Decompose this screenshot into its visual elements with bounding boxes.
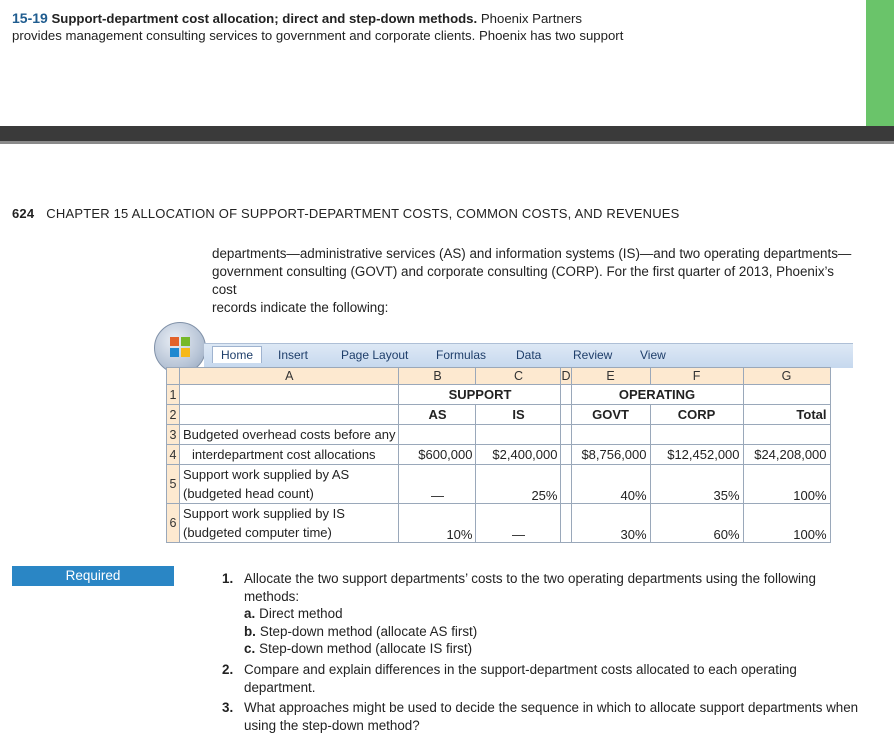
intro-line-1: departments—administrative services (AS) and information systems (IS)—and two operating departments— xyxy=(212,246,852,261)
page-number: 624 xyxy=(12,206,35,221)
column-header-c[interactable]: C xyxy=(476,368,561,385)
cell-corp-header[interactable]: CORP xyxy=(650,405,743,425)
required-badge: Required xyxy=(12,566,174,586)
cell-operating-header[interactable]: OPERATING xyxy=(571,385,743,405)
cell-a5[interactable] xyxy=(180,465,399,504)
question-1b-text: Step-down method (allocate AS first) xyxy=(259,623,478,639)
sub-letter-b: b. xyxy=(244,623,256,639)
cell-c5[interactable]: 25% xyxy=(476,465,561,504)
row-header-6[interactable]: 6 xyxy=(167,504,180,543)
row-header-2[interactable]: 2 xyxy=(167,405,180,425)
cell-g4[interactable]: $24,208,000 xyxy=(743,445,830,465)
cell-a6-line-2: (budgeted computer time) xyxy=(183,525,332,540)
question-3 xyxy=(222,699,862,734)
page-divider xyxy=(0,126,894,141)
intro-line-3: records indicate the following: xyxy=(212,300,389,315)
cell-a6-line-1: Support work supplied by IS xyxy=(183,506,345,521)
intro-line-2: government consulting (GOVT) and corporate consulting (CORP). For the first quarter of 2013, Phoenix’s cost xyxy=(212,264,834,297)
cell-d5[interactable] xyxy=(561,465,571,504)
corner-cell[interactable] xyxy=(167,368,180,385)
cell-g6[interactable]: 100% xyxy=(743,504,830,543)
row-header-1[interactable]: 1 xyxy=(167,385,180,405)
question-2-text: Compare and explain differences in the support-department costs allocated to each operating department. xyxy=(244,661,797,695)
cell-as-header[interactable]: AS xyxy=(399,405,476,425)
problem-title: Support-department cost allocation; direct and step-down methods. xyxy=(51,11,478,26)
sub-letter-c: c. xyxy=(244,641,256,657)
cell-g3[interactable] xyxy=(743,425,830,445)
spreadsheet-grid xyxy=(166,367,831,543)
question-2 xyxy=(222,661,862,696)
column-header-b[interactable]: B xyxy=(399,368,476,385)
tab-page-layout[interactable]: Page Layout xyxy=(341,348,409,362)
question-1-number: 1. xyxy=(222,571,234,586)
cell-govt-header[interactable]: GOVT xyxy=(571,405,650,425)
cell-c6[interactable]: — xyxy=(476,504,561,543)
cell-is-header[interactable]: IS xyxy=(476,405,561,425)
problem-text-2: provides management consulting services to government and corporate clients. Phoenix has two support xyxy=(12,28,624,43)
cell-f5[interactable]: 35% xyxy=(650,465,743,504)
office-logo-icon xyxy=(170,337,190,357)
cell-e5[interactable]: 40% xyxy=(571,465,650,504)
cell-d4[interactable] xyxy=(561,445,571,465)
intro-paragraph xyxy=(212,245,860,317)
page-header xyxy=(12,206,680,221)
cell-b6[interactable]: 10% xyxy=(399,504,476,543)
cell-f6[interactable]: 60% xyxy=(650,504,743,543)
question-3-text: What approaches might be used to decide the sequence in which to allocate support departments when using the step-down method? xyxy=(244,700,859,733)
question-1b xyxy=(222,623,862,641)
column-header-a[interactable]: A xyxy=(180,368,399,385)
problem-statement xyxy=(12,10,872,44)
column-header-e[interactable]: E xyxy=(571,368,650,385)
cell-a4[interactable]: interdepartment cost allocations xyxy=(180,445,399,465)
cell-a2[interactable] xyxy=(180,405,399,425)
required-questions xyxy=(222,570,862,734)
tab-formulas[interactable]: Formulas xyxy=(436,348,487,362)
column-header-f[interactable]: F xyxy=(650,368,743,385)
cell-c3[interactable] xyxy=(476,425,561,445)
cell-d2[interactable] xyxy=(561,405,571,425)
tab-review[interactable]: Review xyxy=(573,348,613,362)
cell-g1[interactable] xyxy=(743,385,830,405)
cell-d3[interactable] xyxy=(561,425,571,445)
question-1c-text: Step-down method (allocate IS first) xyxy=(259,641,473,657)
cell-a1[interactable] xyxy=(180,385,399,405)
tab-home[interactable]: Home xyxy=(212,346,262,363)
sub-letter-a: a. xyxy=(244,606,256,622)
cell-support-header[interactable]: SUPPORT xyxy=(399,385,561,405)
tab-insert[interactable]: Insert xyxy=(278,348,309,362)
question-1 xyxy=(222,570,862,605)
ribbon-tabs xyxy=(204,343,853,368)
column-header-g[interactable]: G xyxy=(743,368,830,385)
cell-total-header[interactable]: Total xyxy=(743,405,830,425)
row-header-3[interactable]: 3 xyxy=(167,425,180,445)
cell-a3[interactable]: Budgeted overhead costs before any xyxy=(180,425,399,445)
page-divider-shadow xyxy=(0,141,894,144)
column-header-d[interactable]: D xyxy=(561,369,571,383)
question-1a xyxy=(222,605,862,623)
cell-g5[interactable]: 100% xyxy=(743,465,830,504)
question-1-text: Allocate the two support departments’ costs to the two operating departments using the following methods: xyxy=(244,571,816,604)
cell-a5-line-1: Support work supplied by AS xyxy=(183,467,350,482)
cell-a6[interactable] xyxy=(180,504,399,543)
cell-e6[interactable]: 30% xyxy=(571,504,650,543)
cell-b5[interactable]: — xyxy=(399,465,476,504)
cell-b4[interactable]: $600,000 xyxy=(399,445,476,465)
chapter-title: CHAPTER 15 ALLOCATION OF SUPPORT-DEPARTMENT COSTS, COMMON COSTS, AND REVENUES xyxy=(46,206,680,221)
cell-e3[interactable] xyxy=(571,425,650,445)
cell-e4[interactable]: $8,756,000 xyxy=(571,445,650,465)
tab-data[interactable]: Data xyxy=(516,348,542,362)
row-header-5[interactable]: 5 xyxy=(167,465,180,504)
question-3-number: 3. xyxy=(222,700,234,716)
row-header-4[interactable]: 4 xyxy=(167,445,180,465)
cell-c4[interactable]: $2,400,000 xyxy=(476,445,561,465)
cell-d1[interactable] xyxy=(561,385,571,405)
question-1a-text: Direct method xyxy=(259,606,343,622)
cell-f3[interactable] xyxy=(650,425,743,445)
problem-number: 15-19 xyxy=(12,10,48,26)
cell-d6[interactable] xyxy=(561,504,571,543)
cell-b3[interactable] xyxy=(399,425,476,445)
cell-a5-line-2: (budgeted head count) xyxy=(183,486,314,501)
question-2-number: 2. xyxy=(222,661,234,677)
green-strip xyxy=(866,0,894,126)
cell-f4[interactable]: $12,452,000 xyxy=(650,445,743,465)
tab-view[interactable]: View xyxy=(640,348,666,362)
problem-text-1: Phoenix Partners xyxy=(480,11,583,26)
question-1c xyxy=(222,640,862,658)
